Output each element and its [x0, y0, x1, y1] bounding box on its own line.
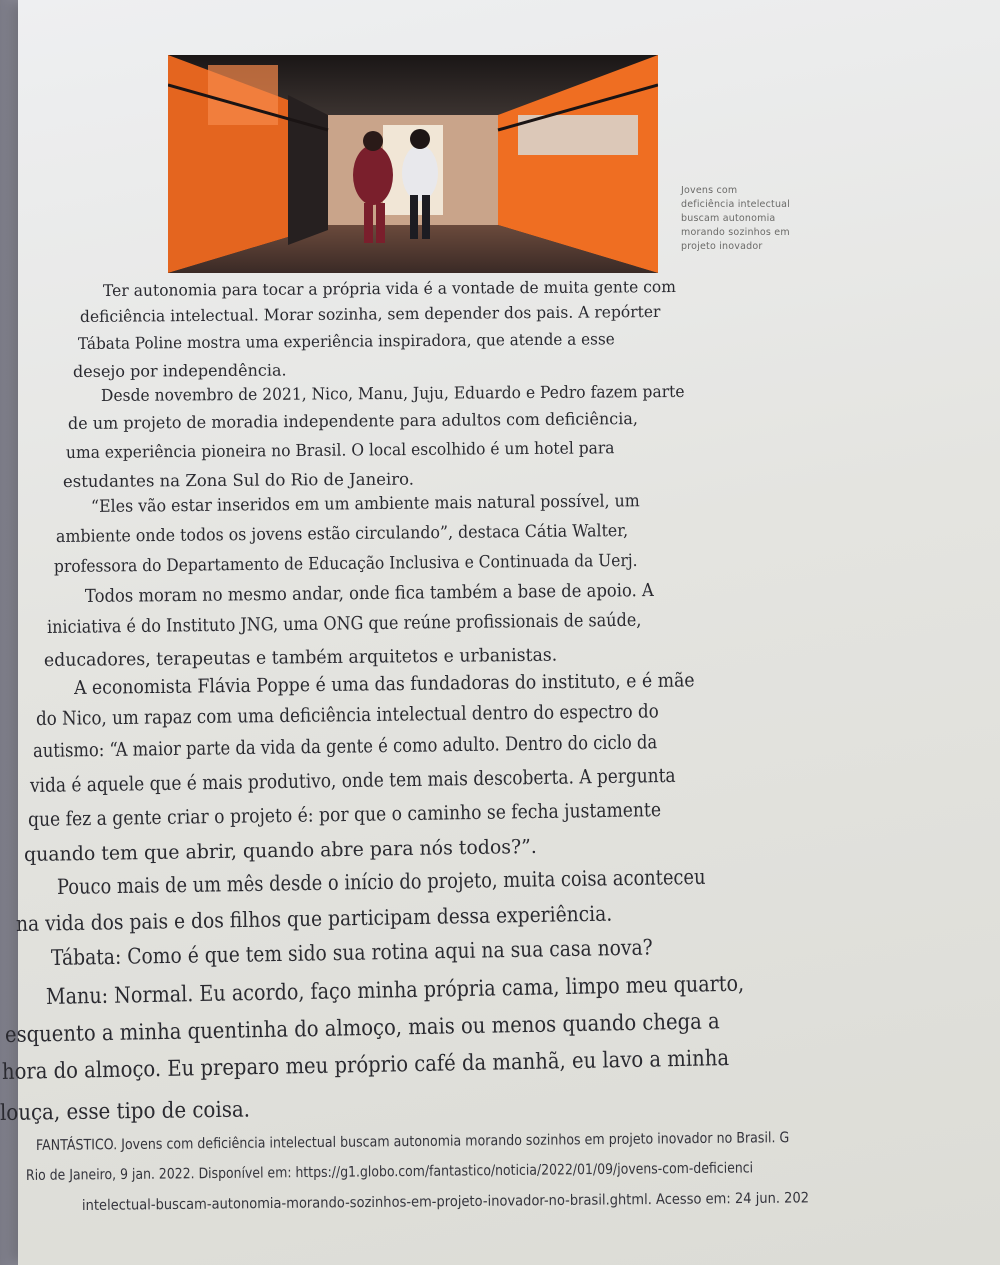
citation-line: FANTÁSTICO. Jovens com deficiência intelectual buscam autonomia morando sozinhos em projeto inovador no Brasil. G: [35, 1130, 790, 1154]
article-line: quando tem que abrir, quando abre para nós todos?”.: [23, 834, 538, 866]
article-line: hora do almoço. Eu preparo meu próprio café da manhã, eu lavo a minha: [1, 1046, 730, 1085]
citation-line: intelectual-buscam-autonomia-morando-sozinhos-em-projeto-inovador-no-brasil.ghtml. Acesso em: 24 jun. 202: [81, 1190, 810, 1214]
article-line: que fez a gente criar o projeto é: por que o caminho se fecha justamente: [27, 798, 662, 831]
article-line: louça, esse tipo de coisa.: [0, 1097, 251, 1126]
article-line: de um projeto de moradia independente para adultos com deficiência,: [67, 409, 639, 433]
caption-line: buscam autonomia: [681, 213, 776, 224]
article-line: do Nico, um rapaz com uma deficiência intelectual dentro do espectro do: [35, 700, 659, 730]
article-line: na vida dos pais e dos filhos que participam dessa experiência.: [15, 901, 613, 936]
citation-line: Rio de Janeiro, 9 jan. 2022. Disponível em: https://g1.globo.com/fantastico/noticia/2022/01/09/jovens-com-deficienci: [25, 1160, 754, 1184]
article-line: vida é aquele que é mais produtivo, onde tem mais descoberta. A pergunta: [29, 763, 676, 797]
article-line: educadores, terapeutas e também arquitetos e urbanistas.: [43, 644, 558, 671]
article-line: estudantes na Zona Sul do Rio de Janeiro.: [62, 469, 415, 491]
article-line: professora do Departamento de Educação Inclusiva e Continuada da Uerj.: [53, 550, 638, 577]
article-line: ambiente onde todos os jovens estão circulando”, destaca Cátia Walter,: [55, 521, 629, 547]
article-line: “Eles vão estar inseridos em um ambiente mais natural possível, um: [90, 491, 640, 517]
article-line: autismo: “A maior parte da vida da gente é como adulto. Dentro do ciclo da: [32, 731, 658, 762]
article-line: uma experiência pioneira no Brasil. O local escolhido é um hotel para: [65, 438, 615, 462]
article-line: deficiência intelectual. Morar sozinha, sem depender dos pais. A repórter: [79, 301, 661, 326]
article-line: desejo por independência.: [72, 360, 287, 381]
article-line: Todos moram no mesmo andar, onde fica também a base de apoio. A: [84, 580, 654, 607]
article-line: esquento a minha quentinha do almoço, mais ou menos quando chega a: [4, 1009, 720, 1048]
article-line: Desde novembro de 2021, Nico, Manu, Juju, Eduardo e Pedro fazem parte: [100, 381, 685, 405]
article-line: Pouco mais de um mês desde o início do projeto, muita coisa aconteceu: [56, 864, 706, 899]
article-line: Tábata Poline mostra uma experiência inspiradora, que atende a esse: [77, 329, 615, 353]
article-line: Ter autonomia para tocar a própria vida é a vontade de muita gente com: [102, 277, 677, 300]
caption-line: Jovens com: [681, 185, 738, 196]
article-line: iniciativa é do Instituto JNG, uma ONG que reúne profissionais de saúde,: [46, 609, 642, 638]
article-line: A economista Flávia Poppe é uma das fundadoras do instituto, e é mãe: [73, 669, 695, 699]
article-line: Manu: Normal. Eu acordo, faço minha própria cama, limpo meu quarto,: [45, 971, 745, 1010]
caption-line: morando sozinhos em: [681, 227, 790, 238]
article-line: Tábata: Como é que tem sido sua rotina aqui na sua casa nova?: [50, 935, 653, 971]
caption-line: deficiência intelectual: [681, 199, 791, 210]
caption-line: projeto inovador: [681, 241, 763, 252]
